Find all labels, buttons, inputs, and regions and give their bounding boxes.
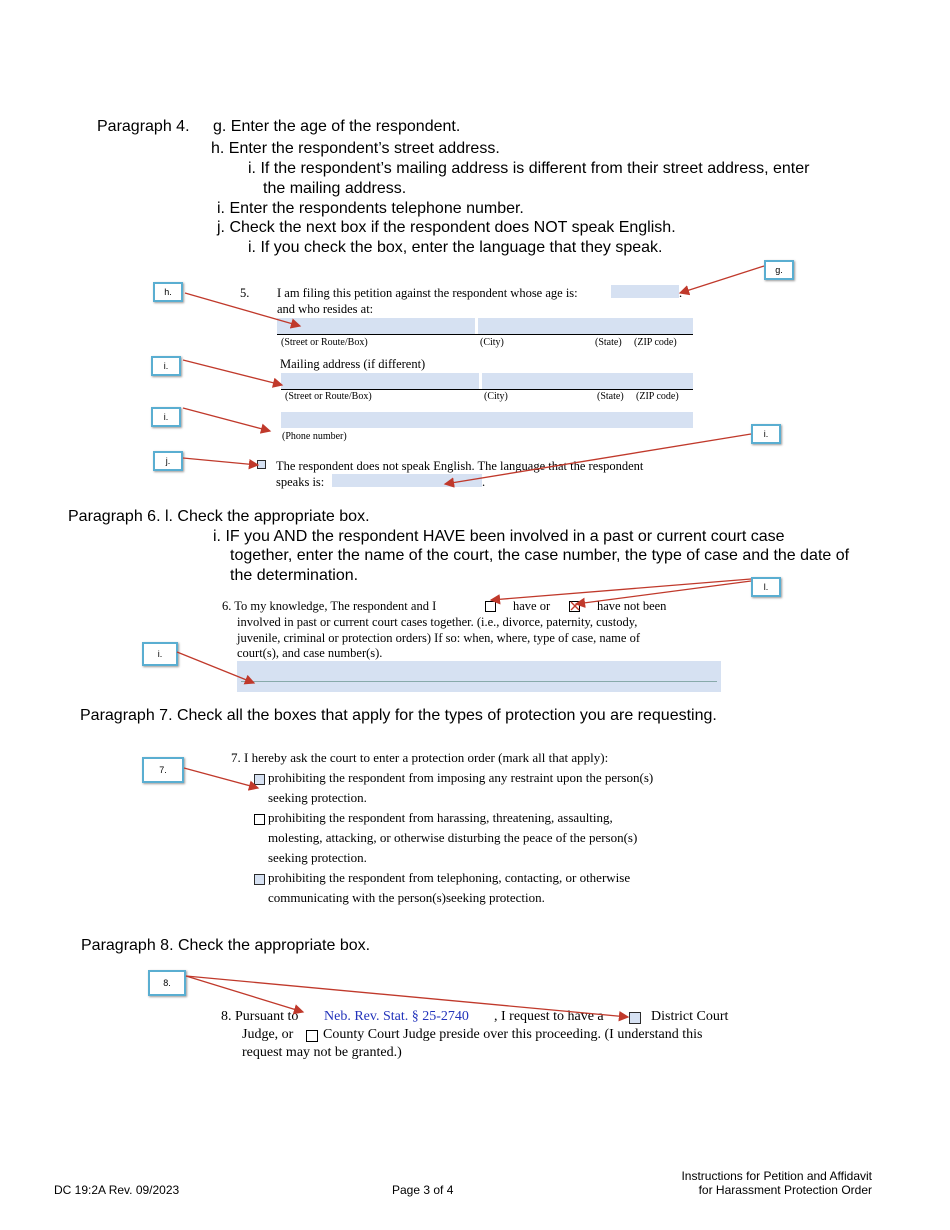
- callout-j: j.: [153, 451, 183, 471]
- arrow-i-phone: [183, 408, 270, 431]
- form6-line4: court(s), and case number(s).: [237, 646, 383, 660]
- arrow-l-have-not: [576, 581, 751, 604]
- footer-title-2: for Harassment Protection Order: [698, 1183, 872, 1197]
- zip-label: (ZIP code): [634, 337, 677, 348]
- form7-o3b: communicating with the person(s)seeking protection.: [268, 890, 545, 905]
- form6-have: have or: [513, 599, 551, 613]
- para6-i-1: i. IF you AND the respondent HAVE been involved in a past or current court case: [213, 528, 785, 545]
- callout-8: 8.: [148, 970, 186, 996]
- form6-line2: involved in past or current court cases together. (i.e., divorce, paternity, custody,: [237, 615, 638, 629]
- street-label: (Street or Route/Box): [281, 337, 368, 348]
- english-line2: speaks is:: [276, 475, 325, 489]
- form7-o1a: prohibiting the respondent from imposing any restraint upon the person(s): [268, 770, 654, 785]
- callout-g: g.: [764, 260, 794, 280]
- form5-period: .: [679, 286, 683, 300]
- para4-h-i-2: the mailing address.: [263, 180, 407, 197]
- para7-heading: Paragraph 7. Check all the boxes that apply for the types of protection you are requesting.: [80, 707, 717, 724]
- arrow-l-have: [491, 579, 751, 600]
- para4-h-i-1: i. If the respondent’s mailing address is different from their street address, enter: [248, 160, 810, 177]
- para6-i-2: together, enter the name of the court, the case number, the type of case and the date of: [230, 547, 850, 564]
- english-line1: The respondent does not speak English. The language that the respondent: [276, 459, 644, 473]
- phone-label: (Phone number): [282, 431, 347, 442]
- para8-heading: Paragraph 8. Check the appropriate box.: [81, 937, 371, 954]
- statute-link[interactable]: Neb. Rev. Stat. § 25-2740: [324, 1009, 469, 1024]
- arrow-h: [185, 293, 300, 326]
- form5-num: 5.: [240, 286, 250, 300]
- form8-num: 8. Pursuant to: [221, 1009, 299, 1024]
- para4-g: g. Enter the age of the respondent.: [213, 118, 461, 135]
- english-end: .: [482, 475, 486, 489]
- arrow-i-mail: [183, 360, 282, 385]
- form7-o1b: seeking protection.: [268, 790, 367, 805]
- mailing-street-label: (Street or Route/Box): [285, 391, 372, 402]
- city-label: (City): [480, 337, 504, 348]
- form5-line1: I am filing this petition against the respondent whose age is:: [277, 286, 578, 300]
- para6-i-3: the determination.: [230, 567, 359, 584]
- mailing-city-label: (City): [484, 391, 508, 402]
- form6-line3: juvenile, criminal or protection orders) If so: when, where, type of case, name of: [237, 631, 640, 645]
- form7-intro: 7. I hereby ask the court to enter a protection order (mark all that apply):: [231, 750, 609, 765]
- state-label: (State): [595, 337, 622, 348]
- callout-i-phone: i.: [151, 407, 181, 427]
- callout-7: 7.: [142, 757, 184, 783]
- para4-j: j. Check the next box if the respondent does NOT speak English.: [217, 219, 676, 236]
- mailing-zip-label: (ZIP code): [636, 391, 679, 402]
- para4-j-i: i. If you check the box, enter the language that they speak.: [248, 239, 663, 256]
- para4-heading: Paragraph 4.: [97, 118, 190, 135]
- form6-line1: 6. To my knowledge, The respondent and I: [222, 599, 437, 613]
- form5-line2: and who resides at:: [277, 302, 374, 316]
- footer-title-1: Instructions for Petition and Affidavit: [681, 1169, 872, 1183]
- form8-judge-or: Judge, or: [242, 1027, 294, 1042]
- arrow-7: [184, 768, 258, 788]
- para6-heading: Paragraph 6. l. Check the appropriate box.: [68, 508, 370, 525]
- arrow-i-lang: [445, 434, 751, 484]
- form8-district: District Court: [651, 1009, 729, 1024]
- form8-after: , I request to have a: [494, 1009, 604, 1024]
- form7-o2c: seeking protection.: [268, 850, 367, 865]
- para4-h: h. Enter the respondent’s street address.: [211, 140, 500, 157]
- mailing-state-label: (State): [597, 391, 624, 402]
- arrow-j: [183, 458, 258, 465]
- form-id: DC 19:2A Rev. 09/2023: [54, 1183, 180, 1197]
- arrow-g: [680, 266, 764, 293]
- callout-l: l.: [751, 577, 781, 597]
- arrow-i-6: [177, 652, 254, 683]
- callout-i-6: i.: [142, 642, 178, 666]
- callout-h: h.: [153, 282, 183, 302]
- callout-i-lang: i.: [751, 424, 781, 444]
- para4-i: i. Enter the respondents telephone number.: [217, 200, 524, 217]
- form6-have-not: have not been: [597, 599, 667, 613]
- page-number: Page 3 of 4: [392, 1183, 454, 1197]
- form7-o3a: prohibiting the respondent from telephoning, contacting, or otherwise: [268, 870, 631, 885]
- callout-i-mail: i.: [151, 356, 181, 376]
- form8-line3: request may not be granted.): [242, 1045, 402, 1060]
- form7-o2b: molesting, attacking, or otherwise disturbing the peace of the person(s): [268, 830, 638, 845]
- form8-county: County Court Judge preside over this proceeding. (I understand this: [323, 1027, 703, 1042]
- mailing-label: Mailing address (if different): [280, 357, 426, 371]
- form7-o2a: prohibiting the respondent from harassing, threatening, assaulting,: [268, 810, 613, 825]
